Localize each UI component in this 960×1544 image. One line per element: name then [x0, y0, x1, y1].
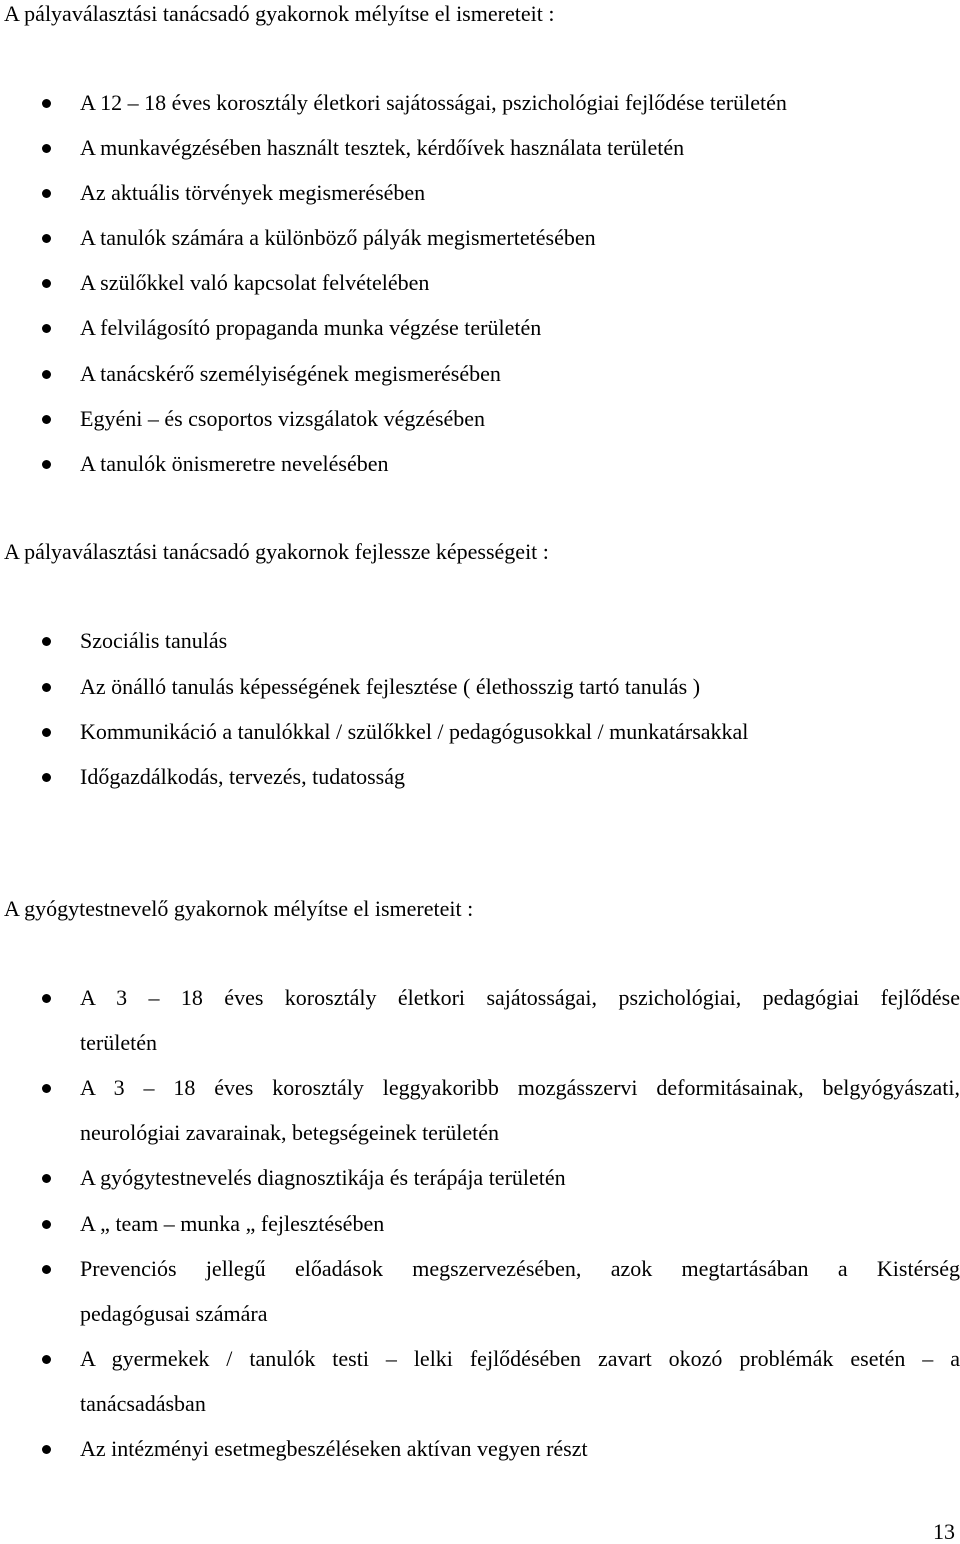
list-item [0, 1438, 960, 1483]
list-item [0, 227, 960, 272]
list-item-text: A 12 – 18 éves korosztály életkori sajátosságai, pszichológiai fejlődése területén [80, 90, 787, 115]
list-item [0, 272, 960, 317]
list-item [0, 766, 960, 811]
bullet-icon [42, 99, 51, 108]
list-item [0, 1167, 960, 1213]
list-item-text: A munkavégzésében használt tesztek, kérdőívek használata területén [80, 135, 685, 160]
list-item [0, 182, 960, 227]
section-heading-gyt-knowledge: A gyógytestnevelő gyakornok mélyítse el ismereteit : [4, 896, 474, 921]
list-item-text: A gyógytestnevelés diagnosztikája és terápája területén [80, 1165, 566, 1190]
list-item-text: Szociális tanulás [80, 628, 228, 653]
list-item-text-continued: területén [80, 1030, 157, 1055]
list-item [0, 92, 960, 137]
bullet-icon [42, 1220, 51, 1229]
bullet-icon [42, 324, 51, 333]
list-item [0, 1213, 960, 1258]
bullet-list-gyt-knowledge [0, 987, 960, 1483]
list-item [0, 721, 960, 766]
list-item-text: A 3 – 18 éves korosztály életkori sajátosságai, pszichológiai, pedagógiai fejlődése [80, 985, 960, 1010]
section-heading-pv-knowledge: A pályaválasztási tanácsadó gyakornok mélyítse el ismereteit : [4, 1, 555, 26]
list-item [0, 453, 960, 498]
list-item-text-continued: tanácsadásban [80, 1391, 206, 1416]
list-item [0, 987, 960, 1077]
list-item [0, 676, 960, 721]
bullet-icon [42, 1174, 51, 1183]
list-item-text: A tanulók önismeretre nevelésében [80, 451, 389, 476]
list-item-text: Az önálló tanulás képességének fejlesztése ( élethosszig tartó tanulás ) [80, 674, 701, 699]
bullet-icon [42, 994, 51, 1003]
bullet-icon [42, 189, 51, 198]
list-item-text: Az intézményi esetmegbeszéléseken aktívan vegyen részt [80, 1436, 588, 1461]
bullet-icon [42, 460, 51, 469]
bullet-icon [42, 144, 51, 153]
bullet-list-pv-skills [0, 630, 960, 811]
list-item-text: A felvilágosító propaganda munka végzése területén [80, 315, 542, 340]
list-item-text: A tanácskérő személyiségének megismerésében [80, 361, 501, 386]
bullet-icon [42, 234, 51, 243]
bullet-icon [42, 683, 51, 692]
list-item [0, 363, 960, 408]
list-item-text-continued: neurológiai zavarainak, betegségeinek területén [80, 1120, 500, 1145]
bullet-icon [42, 728, 51, 737]
bullet-icon [42, 370, 51, 379]
bullet-icon [42, 773, 51, 782]
list-item [0, 630, 960, 676]
list-item-text: A „ team – munka „ fejlesztésében [80, 1211, 385, 1236]
list-item-text: Időgazdálkodás, tervezés, tudatosság [80, 764, 405, 789]
page-number: 13 [933, 1519, 955, 1544]
section-heading-pv-skills: A pályaválasztási tanácsadó gyakornok fejlessze képességeit : [4, 539, 549, 564]
list-item-text: A 3 – 18 éves korosztály leggyakoribb mozgásszervi deformitásainak, belgyógyászati, [80, 1075, 960, 1100]
list-item [0, 317, 960, 363]
list-item-text: Prevenciós jellegű előadások megszervezésében, azok megtartásában a Kistérség [80, 1256, 960, 1281]
list-item-text: A szülőkkel való kapcsolat felvételében [80, 270, 430, 295]
list-item-text: Egyéni – és csoportos vizsgálatok végzésében [80, 406, 486, 431]
bullet-icon [42, 1445, 51, 1454]
list-item [0, 1077, 960, 1167]
bullet-list-pv-knowledge [0, 92, 960, 498]
bullet-icon [42, 1084, 51, 1093]
list-item-text: Az aktuális törvények megismerésében [80, 180, 426, 205]
bullet-icon [42, 1265, 51, 1274]
list-item [0, 408, 960, 453]
bullet-icon [42, 279, 51, 288]
bullet-icon [42, 415, 51, 424]
list-item-text: A tanulók számára a különböző pályák megismertetésében [80, 225, 596, 250]
list-item-text-continued: pedagógusai számára [80, 1301, 268, 1326]
list-item [0, 137, 960, 182]
list-item-text: Kommunikáció a tanulókkal / szülőkkel / pedagógusokkal / munkatársakkal [80, 719, 749, 744]
list-item-text: A gyermekek / tanulók testi – lelki fejlődésében zavart okozó problémák esetén – a [80, 1346, 960, 1371]
list-item [0, 1348, 960, 1438]
bullet-icon [42, 1355, 51, 1364]
bullet-icon [42, 637, 51, 646]
list-item [0, 1258, 960, 1348]
